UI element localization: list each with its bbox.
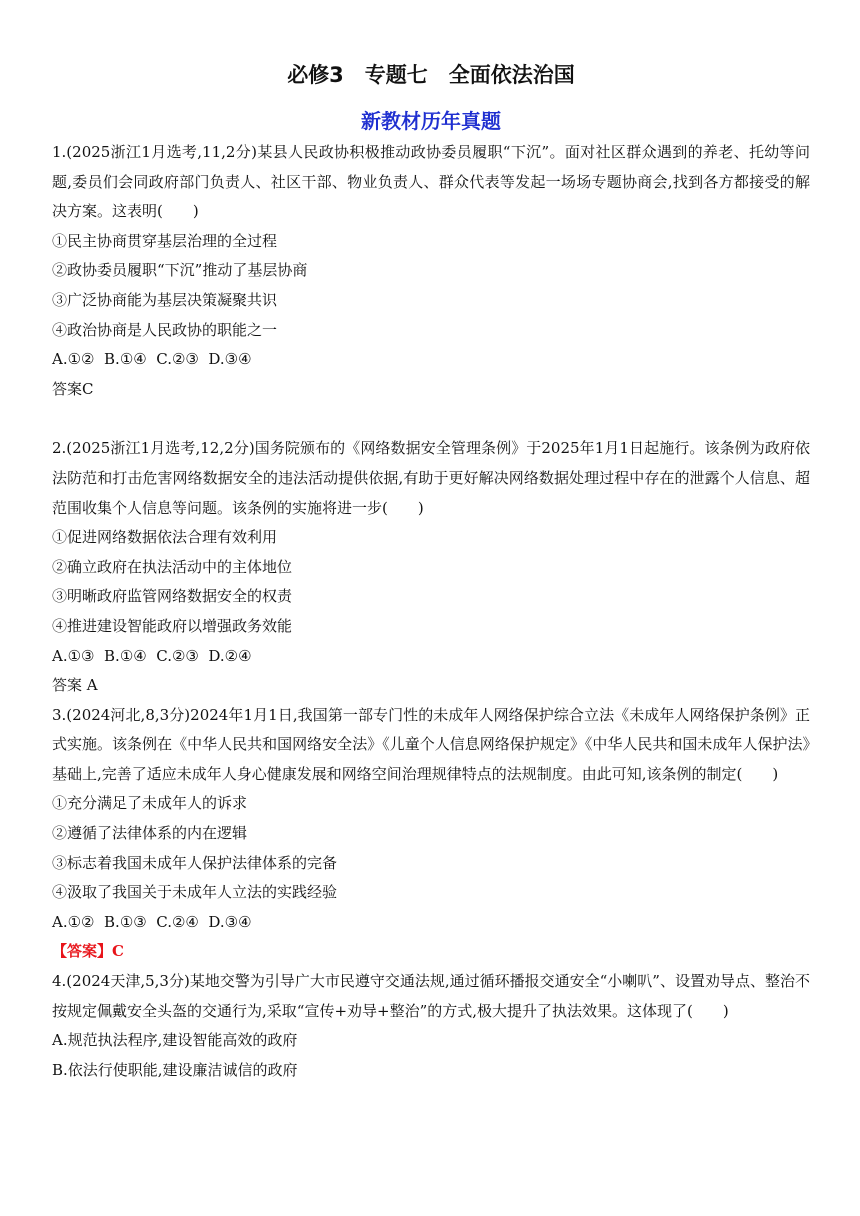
choice-list: A.①② B.①③ C.②④ D.③④ [52,912,252,931]
question-3 [52,701,810,967]
question-4 [52,967,810,1085]
answer-value: C [82,379,94,398]
answer-label: 答案 [52,676,83,695]
option-item: ④政治协商是人民政协的职能之一 [52,320,278,339]
option-item: ①充分满足了未成年人的诉求 [52,794,248,813]
choice-list: A.①③ B.①④ C.②③ D.②④ [52,646,252,665]
answer-label: 答案 [52,379,83,398]
question-stem: 4.(2024天津,5,3分)某地交警为引导广大市民遵守交通法规,通过循环播报交通安全“小喇叭”、设置劝导点、整治不按规定佩戴安全头盔的交通行为,采取“宣传+劝导+整治”的方式,极大提升了执法效果。这体现了( ) [52,972,810,1020]
option-item: ①促进网络数据依法合理有效利用 [52,528,278,547]
page-title: 必修3 专题七 全面依法治国 [287,63,575,87]
question-stem: 2.(2025浙江1月选考,12,2分)国务院颁布的《网络数据安全管理条例》于2025年1月1日起施行。该条例为政府依法防范和打击危害网络数据安全的违法活动提供依据,有助于更好解决网络数据处理过程中存在的泄露个人信息、超范围收集个人信息等问题。该条例的实施将进一步( ) [52,439,810,517]
answer-line [52,375,810,405]
option-item: A.规范执法程序,建设智能高效的政府 [52,1031,298,1050]
answer-line [52,937,810,967]
section-subtitle: 新教材历年真题 [361,109,501,133]
question-1 [52,138,810,404]
option-item: B.依法行使职能,建设廉洁诚信的政府 [52,1060,298,1079]
option-item: ①民主协商贯穿基层治理的全过程 [52,231,278,250]
answer-value: C [112,942,124,961]
answer-value: A [86,676,98,695]
option-item: ④推进建设智能政府以增强政务效能 [52,616,293,635]
document-page [52,60,810,1085]
option-item: ③广泛协商能为基层决策凝聚共识 [52,290,278,309]
choice-list: A.①② B.①④ C.②③ D.③④ [52,350,252,369]
option-item: ③标志着我国未成年人保护法律体系的完备 [52,853,338,872]
answer-label: 【答案】 [52,942,113,961]
question-stem: 1.(2025浙江1月选考,11,2分)某县人民政协积极推动政协委员履职“下沉”。面对社区群众遇到的养老、托幼等问题,委员们会同政府部门负责人、社区干部、物业负责人、群众代表等发起一场场专题协商会,找到各方都接受的解决方案。这表明( ) [52,143,810,221]
question-stem: 3.(2024河北,8,3分)2024年1月1日,我国第一部专门性的未成年人网络保护综合立法《未成年人网络保护条例》正式实施。该条例在《中华人民共和国网络安全法》《儿童个人信息网络保护规定》《中华人民共和国未成年人保护法》基础上,完善了适应未成年人身心健康发展和网络空间治理规律特点的法规制度。由此可知,该条例的制定( ) [52,705,810,783]
answer-line [52,671,810,701]
option-item: ②遵循了法律体系的内在逻辑 [52,824,248,843]
option-item: ②确立政府在执法活动中的主体地位 [52,557,293,576]
question-2 [52,434,810,700]
option-item: ③明晰政府监管网络数据安全的权责 [52,587,293,606]
option-item: ②政协委员履职“下沉”推动了基层协商 [52,261,308,280]
option-item: ④汲取了我国关于未成年人立法的实践经验 [52,883,338,902]
